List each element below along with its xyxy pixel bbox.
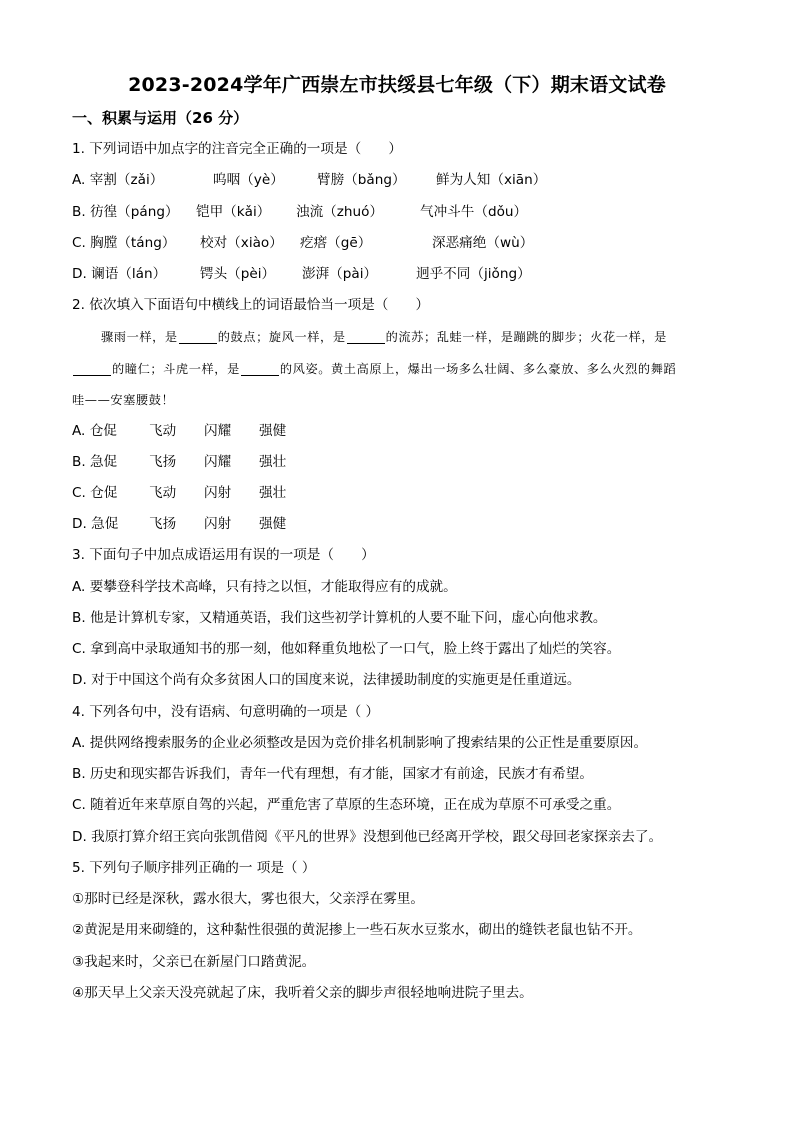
q1-option-b-word3: 浊流（zhuó）	[296, 204, 384, 220]
q1-option-c-word3: 疙瘩（gē）	[300, 235, 372, 251]
q1-option-a-word3: 臂膀（bǎng）	[317, 172, 406, 188]
question-2-stem: 2. 依次填入下面语句中横线上的词语最恰当一项是（ ）	[72, 297, 430, 313]
q1-option-b-word2: 铠甲（kǎi）	[196, 204, 271, 220]
section-heading: 一、积累与运用（26 分）	[72, 109, 249, 127]
q3-option-d: D. 对于中国这个尚有众多贫困人口的国度来说，法律援助制度的实施更是任重道远。	[72, 672, 581, 688]
q1-option-c-word4: 深恶痛绝（wù）	[432, 235, 534, 251]
q1-option-b-word4: 气冲斗牛（dǒu）	[420, 204, 528, 220]
q2-option-a-1: A. 仓促	[72, 423, 117, 439]
q2-option-d-4: 强健	[259, 516, 287, 532]
fill-blank	[73, 361, 111, 376]
q2-passage-line-1: 骤雨一样，是 的鼓点；旋风一样，是 的流苏；乱蛙一样，是蹦跳的脚步；火花一样，是	[101, 330, 667, 344]
q2-option-c-3: 闪射	[204, 485, 232, 501]
q2-option-b-3: 闪耀	[204, 454, 232, 470]
q5-sentence-2: ②黄泥是用来砌缝的，这种黏性很强的黄泥掺上一些石灰水豆浆水，砌出的缝铁老鼠也钻不开。	[72, 922, 642, 938]
q2-option-c-1: C. 仓促	[72, 485, 118, 501]
q1-option-d-word3: 澎湃（pài）	[302, 266, 378, 282]
q5-sentence-1: ①那时已经是深秋，露水很大，雾也很大，父亲浮在雾里。	[72, 891, 425, 907]
q1-option-d-word2: 锷头（pèi）	[200, 266, 276, 282]
question-1-stem: 1. 下列词语中加点字的注音完全正确的一项是（ ）	[72, 141, 402, 157]
q5-sentence-4: ④那天早上父亲天没亮就起了床，我听着父亲的脚步声很轻地响进院子里去。	[72, 985, 533, 1001]
q4-option-c: C. 随着近年来草原自驾的兴起，严重危害了草原的生态环境，正在成为草原不可承受之重。	[72, 797, 621, 813]
q2-option-b-2: 飞扬	[149, 454, 177, 470]
q1-option-a-word4: 鲜为人知（xiān）	[436, 172, 547, 188]
question-5-stem: 5. 下列句子顺序排列正确的一 项是（ ）	[72, 860, 316, 876]
q2-option-a-4: 强健	[259, 423, 287, 439]
q1-option-c-word2: 校对（xiào）	[200, 235, 283, 251]
q3-option-b: B. 他是计算机专家，又精通英语，我们这些初学计算机的人要不耻下问，虚心向他求教。	[72, 610, 607, 626]
q1-option-a-word2: 呜咽（yè）	[213, 172, 284, 188]
q4-option-b: B. 历史和现实都告诉我们，青年一代有理想，有才能，国家才有前途，民族才有希望。	[72, 766, 593, 782]
q2-option-d-1: D. 急促	[72, 516, 119, 532]
q2-option-b-4: 强壮	[259, 454, 287, 470]
q2-option-c-4: 强壮	[259, 485, 287, 501]
q1-option-a-word1: A. 宰割（zǎi）	[72, 172, 164, 188]
fill-blank	[241, 361, 279, 376]
question-3-stem: 3. 下面句子中加点成语运用有误的一项是（ ）	[72, 547, 375, 563]
q3-option-a: A. 要攀登科学技术高峰，只有持之以恒，才能取得应有的成就。	[72, 579, 457, 595]
q2-option-d-3: 闪射	[204, 516, 232, 532]
q4-option-d: D. 我原打算介绍王宾向张凯借阅《平凡的世界》没想到他已经离开学校，跟父母回老家探亲去了。	[72, 829, 663, 845]
q2-option-c-2: 飞动	[149, 485, 177, 501]
q1-option-c-word1: C. 胸膛（táng）	[72, 235, 176, 251]
question-4-stem: 4. 下列各句中，没有语病、句意明确的一项是（ ）	[72, 704, 380, 720]
q4-option-a: A. 提供网络搜索服务的企业必须整改是因为竞价排名机制影响了搜索结果的公正性是重要原因。	[72, 735, 648, 751]
q2-option-d-2: 飞扬	[149, 516, 177, 532]
q3-option-c: C. 拿到高中录取通知书的那一刻，他如释重负地松了一口气，脸上终于露出了灿烂的笑容。	[72, 641, 621, 657]
q1-option-d-word4: 迥乎不同（jiǒng）	[416, 266, 531, 282]
q1-option-d-word1: D. 谰语（lán）	[72, 266, 167, 282]
q2-option-a-2: 飞动	[149, 423, 177, 439]
q5-sentence-3: ③我起来时，父亲已在新屋门口踏黄泥。	[72, 954, 316, 970]
q2-option-a-3: 闪耀	[204, 423, 232, 439]
page-title: 2023-2024学年广西崇左市扶绥县七年级（下）期末语文试卷	[128, 74, 666, 96]
q1-option-b-word1: B. 彷徨（páng）	[72, 204, 179, 220]
fill-blank	[179, 329, 217, 344]
q2-option-b-1: B. 急促	[72, 454, 118, 470]
fill-blank	[347, 329, 385, 344]
q2-passage-line-3: 哇——安塞腰鼓！	[72, 393, 175, 407]
q2-passage-line-2: 的瞳仁；斗虎一样，是 的风姿。黄土高原上，爆出一场多么壮阔、多么豪放、多么火烈的舞蹈	[72, 359, 676, 379]
